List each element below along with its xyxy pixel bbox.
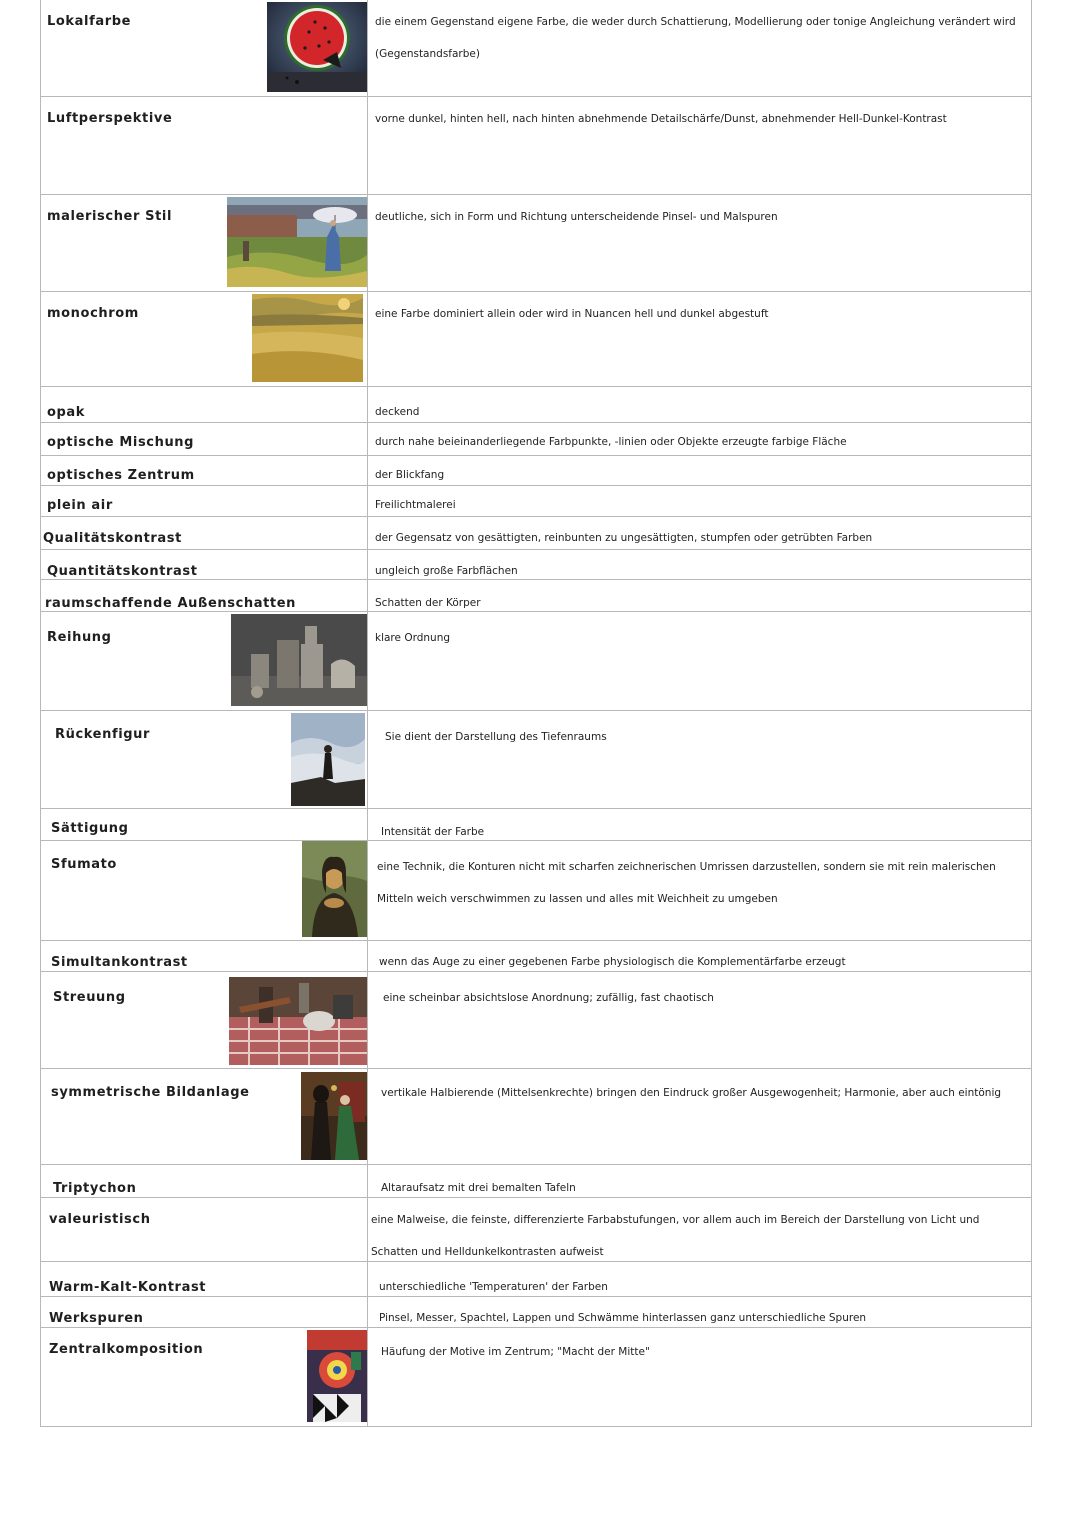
term-label: Sfumato — [51, 857, 117, 872]
definition-text: unterschiedliche 'Temperaturen' der Farben — [379, 1281, 608, 1293]
table-row — [41, 1297, 1031, 1328]
definition-text: deckend — [375, 406, 420, 418]
zentralkomposition-gemaelde-image — [307, 1330, 367, 1422]
table-row — [41, 1165, 1031, 1198]
term-label: opak — [47, 405, 86, 420]
term-label: malerischer Stil — [47, 209, 173, 224]
table-row — [41, 1328, 1031, 1426]
term-label: Triptychon — [53, 1181, 137, 1196]
term-label: optisches Zentrum — [47, 468, 195, 483]
weizenfeld-gemaelde-image — [252, 294, 363, 382]
definition-text: vorne dunkel, hinten hell, nach hinten abnehmende Detailschärfe/Dunst, abnehmender Hell-Dunkel-Kontrast — [375, 113, 947, 125]
table-row — [41, 517, 1031, 550]
glossary-table — [40, 0, 1032, 1427]
table-row — [41, 580, 1031, 612]
table-row — [41, 841, 1031, 941]
term-label: Reihung — [47, 630, 112, 645]
term-label: Luftperspektive — [47, 111, 173, 126]
term-label: Qualitätskontrast — [43, 531, 182, 546]
arnolfini-gemaelde-image — [301, 1072, 367, 1160]
wanderer-nebelmeer-gemaelde-image — [291, 713, 365, 806]
definition-text: die einem Gegenstand eigene Farbe, die weder durch Schattierung, Modellierung oder tonige Angleichung verändert wird (Gegenstandsfarbe) — [375, 16, 1016, 60]
table-row — [41, 809, 1031, 841]
term-label: Sättigung — [51, 821, 129, 836]
term-label: optische Mischung — [47, 435, 195, 450]
term-label: valeuristisch — [49, 1212, 151, 1227]
definition-text: der Gegensatz von gesättigten, reinbunten zu ungesättigten, stumpfen oder getrübten Farben — [375, 532, 873, 544]
term-label: symmetrische Bildanlage — [51, 1085, 250, 1100]
term-label: monochrom — [47, 306, 139, 321]
term-label: Warm-Kalt-Kontrast — [49, 1280, 207, 1295]
definition-text: durch nahe beieinanderliegende Farbpunkte, -linien oder Objekte erzeugte farbige Fläche — [375, 436, 847, 448]
definition-text: Sie dient der Darstellung des Tiefenraums — [385, 731, 607, 743]
table-row — [41, 456, 1031, 486]
definition-text: Intensität der Farbe — [381, 826, 485, 838]
term-label: Rückenfigur — [55, 727, 151, 742]
table-row — [41, 97, 1031, 195]
definition-text: vertikale Halbierende (Mittelsenkrechte) bringen den Eindruck großer Ausgewogenheit; Harmonie, aber auch eintönig — [381, 1087, 1002, 1099]
term-label: raumschaffende Außenschatten — [45, 596, 296, 611]
table-row — [41, 550, 1031, 580]
definition-text: Schatten der Körper — [375, 597, 481, 609]
term-label: Zentralkomposition — [49, 1342, 204, 1357]
definition-text: Häufung der Motive im Zentrum; "Macht der Mitte" — [381, 1346, 650, 1358]
definition-text: Altaraufsatz mit drei bemalten Tafeln — [381, 1182, 576, 1194]
table-row — [41, 972, 1031, 1069]
table-row — [41, 486, 1031, 517]
definition-text: eine Farbe dominiert allein oder wird in Nuancen hell und dunkel abgestuft — [375, 308, 769, 320]
definition-text: eine scheinbar absichtslose Anordnung; zufällig, fast chaotisch — [383, 992, 714, 1004]
table-row — [41, 423, 1031, 456]
definition-text: eine Technik, die Konturen nicht mit scharfen zeichnerischen Umrissen darzustellen, sondern sie mit rein malerischen Mitteln weich verschwimmen zu lassen und alles mit Weichheit zu umgeben — [377, 861, 996, 905]
definition-text: Pinsel, Messer, Spachtel, Lappen und Schwämme hinterlassen ganz unterschiedliche Spuren — [379, 1312, 867, 1324]
definition-text: Freilichtmalerei — [375, 499, 456, 511]
melone-gemaelde-image — [267, 2, 367, 92]
table-row — [41, 1262, 1031, 1297]
term-label: plein air — [47, 498, 113, 513]
term-label: Quantitätskontrast — [47, 564, 198, 579]
table-row — [41, 941, 1031, 972]
term-label: Simultankontrast — [51, 955, 188, 970]
stillleben-tisch-gemaelde-image — [229, 977, 367, 1065]
malerin-mit-schirm-gemaelde-image — [227, 197, 367, 287]
definition-text: ungleich große Farbflächen — [375, 565, 518, 577]
definition-text: klare Ordnung — [375, 632, 451, 644]
table-row — [41, 1198, 1031, 1262]
definition-text: deutliche, sich in Form und Richtung unterscheidende Pinsel- und Malspuren — [375, 211, 778, 223]
definition-text: der Blickfang — [375, 469, 445, 481]
table-row — [41, 1069, 1031, 1165]
table-row — [41, 0, 1031, 97]
term-label: Werkspuren — [49, 1311, 144, 1326]
term-label: Lokalfarbe — [47, 14, 132, 29]
table-row — [41, 387, 1031, 423]
mona-lisa-gemaelde-image — [302, 841, 367, 937]
table-row — [41, 195, 1031, 292]
table-row — [41, 612, 1031, 711]
table-row — [41, 711, 1031, 809]
term-label: Streuung — [53, 990, 126, 1005]
stillleben-flaschen-gemaelde-image — [231, 614, 367, 706]
table-row — [41, 292, 1031, 387]
definition-text: wenn das Auge zu einer gegebenen Farbe physiologisch die Komplementärfarbe erzeugt — [379, 956, 846, 968]
definition-text: eine Malweise, die feinste, differenzierte Farbabstufungen, vor allem auch im Bereich der Darstellung von Licht und Schatten und Helldunkelkontrasten aufweist — [371, 1214, 980, 1258]
